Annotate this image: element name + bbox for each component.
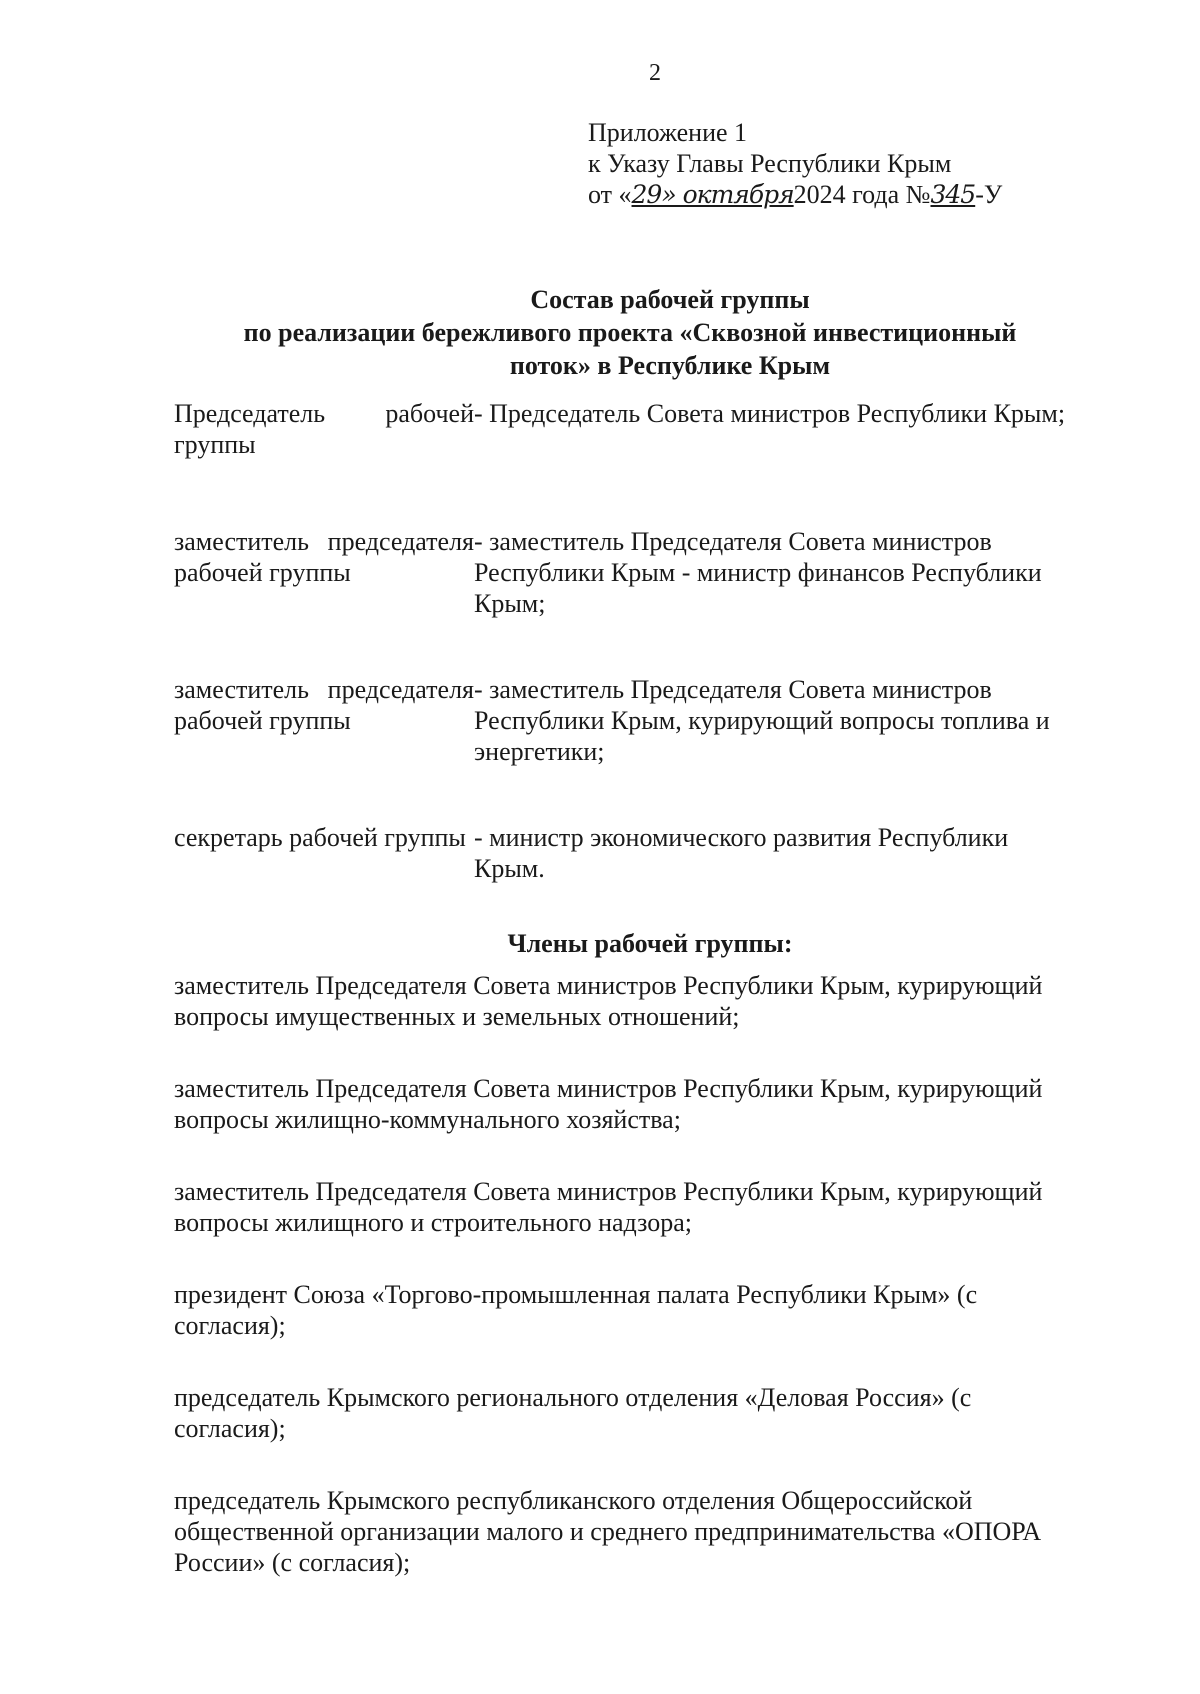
title-line-2: по реализации бережливого проекта «Сквозной инвестиционный [243,318,1017,347]
role-label: Председатель рабочей группы [174,399,474,459]
handwritten-number: 345 [930,180,976,209]
year-text: 2024 года № [793,180,931,209]
appendix-date-line [588,179,1002,210]
role-row [174,674,1074,767]
member-item: председатель Крымского регионального отделения «Деловая Россия» (с согласия); [174,1383,972,1443]
title-line-1: Состав рабочей группы [530,285,810,314]
member-item: заместитель Председателя Совета министров Республики Крым, курирующий вопросы жилищно-коммунального хозяйства; [174,1074,1043,1134]
role-description: - министр экономического развития Республики Крым. [474,823,1009,883]
page-number: 2 [649,60,661,86]
members-heading: Члены рабочей группы: [507,929,793,958]
role-row [174,526,1074,619]
role-label: заместитель председателя рабочей группы [174,527,474,587]
role-row [174,398,1074,460]
appendix-reference: к Указу Главы Республики Крым [588,149,952,178]
handwritten-date: 29» октября [631,180,794,209]
roles-list [174,398,1074,946]
number-suffix: -У [975,180,1003,209]
date-prefix: от « [588,180,632,209]
role-row [174,822,1074,884]
member-item: заместитель Председателя Совета министров Республики Крым, курирующий вопросы жилищного и строительного надзора; [174,1177,1043,1237]
role-label: секретарь рабочей группы [174,823,466,852]
document-title [0,283,1200,382]
members-list [174,970,1074,1619]
member-item: председатель Крымского республиканского отделения Общероссийской общественной организации малого и среднего предпринимательства «ОПОРА России» (с согласия); [174,1486,1042,1577]
title-line-3: поток» в Республике Крым [509,351,831,380]
appendix-block [588,117,1002,210]
role-label: заместитель председателя рабочей группы [174,675,474,735]
appendix-title: Приложение 1 [588,118,748,147]
member-item: заместитель Председателя Совета министров Республики Крым, курирующий вопросы имущественных и земельных отношений; [174,971,1043,1031]
member-item: президент Союза «Торгово-промышленная палата Республики Крым» (с согласия); [174,1280,978,1340]
role-description: - заместитель Председателя Совета министров Республики Крым - министр финансов Республики Крым; [474,527,1042,618]
role-description: - заместитель Председателя Совета министров Республики Крым, курирующий вопросы топлива и энергетики; [474,675,1050,766]
role-description: - Председатель Совета министров Республики Крым; [474,399,1066,428]
